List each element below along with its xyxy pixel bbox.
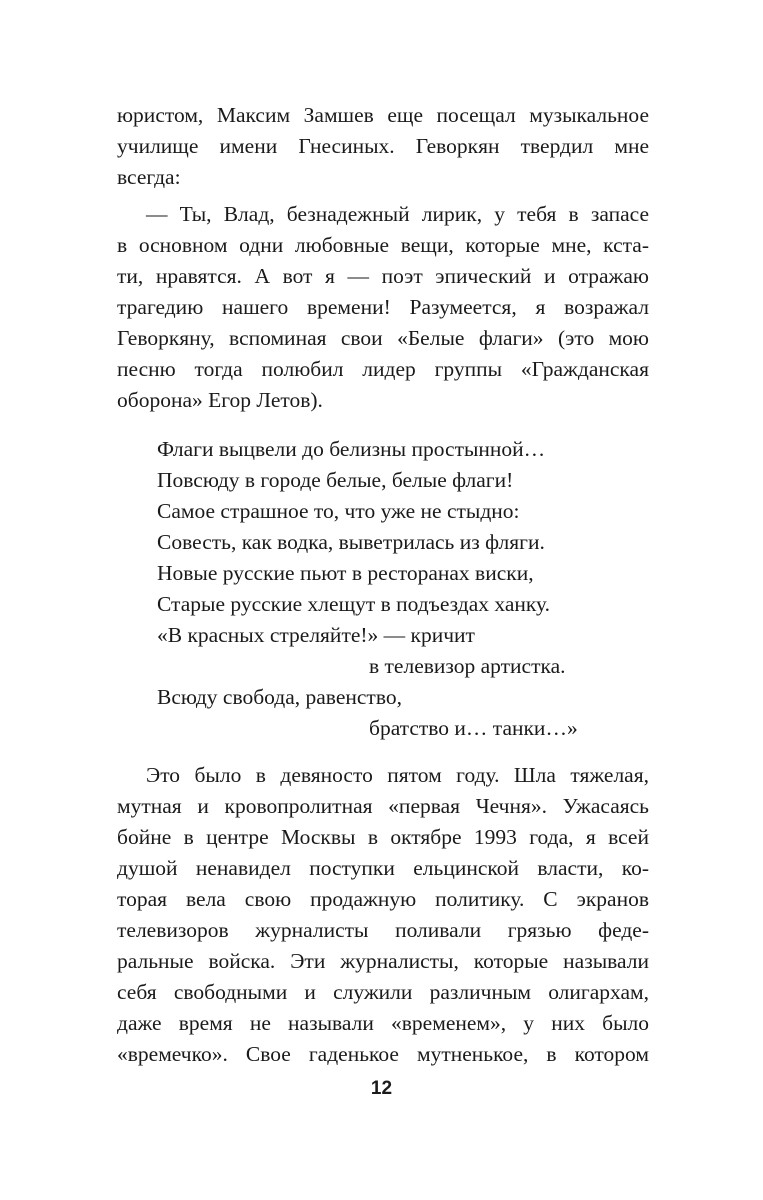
text-line: оборона» Егор Летов). (117, 388, 323, 412)
text-line: песню тогда полюбил лидер группы «Гражданская (117, 357, 649, 381)
poem-line: Повсюду в городе белые, белые флаги! (157, 468, 514, 492)
page-text (117, 100, 649, 1070)
text-line: даже время не называли «временем», у них было (117, 1011, 649, 1035)
text-line: в основном одни любовные вещи, которые мне, кста- (117, 233, 649, 257)
poem-line-continuation: братство и… танки…» (369, 716, 578, 740)
poem-line: Старые русские хлещут в подъездах ханку. (157, 592, 551, 616)
poem-line: Совесть, как водка, выветрилась из фляги. (157, 530, 545, 554)
text-line: мутная и кровопролитная «первая Чечня». Ужасаясь (117, 794, 649, 818)
text-line: Геворкяну, вспоминая свои «Белые флаги» (это мою (117, 326, 649, 350)
text-line: Это было в девяносто пятом году. Шла тяжелая, (146, 763, 649, 787)
page-number: 12 (370, 1078, 393, 1099)
text-line: юристом, Максим Замшев еще посещал музыкальное (117, 103, 649, 127)
text-line: училище имени Гнесиных. Геворкян твердил мне (117, 134, 649, 158)
paragraph-2 (117, 199, 649, 416)
text-line: бойне в центре Москвы в октябре 1993 года, я всей (117, 825, 649, 849)
text-line: душой ненавидел поступки ельцинской власти, ко- (117, 856, 649, 880)
poem-line: Всюду свобода, равенство, (157, 685, 402, 709)
text-line: всегда: (117, 165, 181, 189)
poem-line: «В красных стреляйте!» — кричит (157, 623, 475, 647)
poem (157, 434, 649, 744)
text-line: «времечко». Свое гаденькое мутненькое, в котором (117, 1042, 649, 1066)
text-line: себя свободными и служили различным олигархам, (117, 980, 649, 1004)
paragraph-3 (117, 760, 649, 1070)
paragraph-1 (117, 100, 649, 193)
poem-line: Самое страшное то, что уже не стыдно: (157, 499, 520, 523)
poem-line: Новые русские пьют в ресторанах виски, (157, 561, 534, 585)
text-line: ти, нравятся. А вот я — поэт эпический и отражаю (117, 264, 649, 288)
text-line: телевизоров журналисты поливали грязью феде- (117, 918, 649, 942)
text-line: торая вела свою продажную политику. С экранов (117, 887, 649, 911)
text-line: трагедию нашего времени! Разумеется, я возражал (117, 295, 649, 319)
text-line: — Ты, Влад, безнадежный лирик, у тебя в запасе (146, 202, 649, 226)
poem-line-continuation: в телевизор артистка. (369, 654, 566, 678)
text-line: ральные войска. Эти журналисты, которые называли (117, 949, 649, 973)
poem-line: Флаги выцвели до белизны простынной… (157, 437, 546, 461)
